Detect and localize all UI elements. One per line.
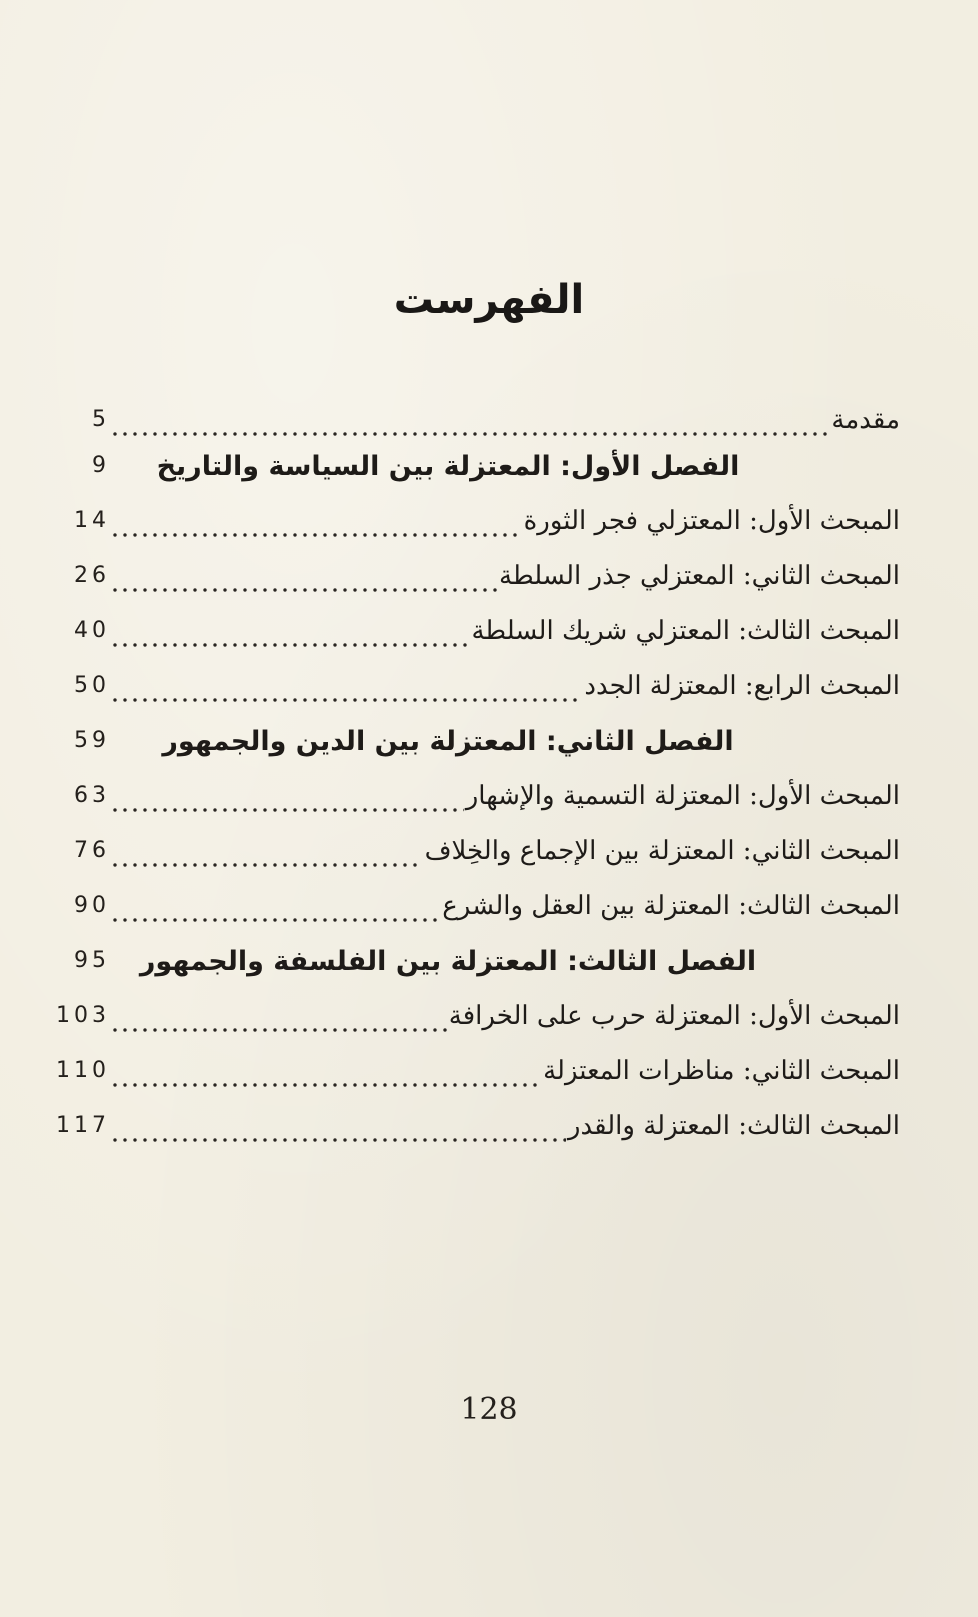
toc-entry-label: المبحث الأول: المعتزلة التسمية والإشهار — [465, 781, 900, 811]
toc-page-number: 40 — [74, 618, 110, 643]
toc-entry-label: المبحث الثالث: المعتزلة والقدر — [567, 1111, 900, 1141]
toc-entry-label: المبحث الأول: المعتزلة حرب على الخرافة — [448, 1001, 900, 1031]
page-number: 128 — [460, 1392, 518, 1427]
toc-page-number: 117 — [56, 1113, 110, 1138]
toc-entry — [0, 823, 978, 879]
toc-page-number: 90 — [74, 893, 110, 918]
toc-entry — [0, 603, 978, 659]
toc-entry-label: المبحث الأول: المعتزلي فجر الثورة — [523, 506, 900, 536]
toc-page-number: 26 — [74, 563, 110, 588]
page-title: الفهرست — [393, 277, 585, 323]
toc-entry — [0, 878, 978, 934]
dot-leader — [110, 658, 582, 714]
toc-entry-label: المبحث الرابع: المعتزلة الجدد — [584, 671, 900, 701]
toc-page-number: 5 — [92, 407, 110, 432]
toc-entry-label: المبحث الثاني: مناظرات المعتزلة — [543, 1056, 900, 1086]
dot-leader — [110, 1043, 541, 1099]
table-of-contents — [0, 392, 978, 1192]
dot-leader — [110, 1098, 566, 1154]
toc-entry — [0, 493, 978, 549]
toc-page-number: 50 — [74, 673, 110, 698]
toc-entry — [0, 1043, 978, 1099]
toc-entry — [0, 1098, 978, 1154]
toc-page-number: 76 — [74, 838, 110, 863]
toc-entry — [0, 548, 978, 604]
dot-leader — [110, 878, 440, 934]
toc-page-number: 95 — [74, 948, 110, 973]
toc-entry-label: مقدمة — [831, 405, 900, 435]
toc-chapter-2 — [0, 713, 978, 769]
dot-leader — [110, 493, 522, 549]
toc-entry-label: المبحث الثاني: المعتزلة بين الإجماع والخِلاف — [424, 836, 900, 866]
dot-leader — [110, 823, 423, 879]
toc-page-number: 9 — [92, 453, 110, 478]
chapter-heading: الفصل الثالث: المعتزلة بين الفلسفة والجمهور — [139, 945, 757, 977]
dot-leader — [110, 548, 497, 604]
toc-page-number: 103 — [56, 1003, 110, 1028]
dot-leader — [110, 988, 447, 1044]
toc-entry-label: المبحث الثاني: المعتزلي جذر السلطة — [499, 561, 900, 591]
toc-entry-label: المبحث الثالث: المعتزلة بين العقل والشرع — [442, 891, 900, 921]
toc-page-number: 14 — [74, 508, 110, 533]
toc-entry-label: المبحث الثالث: المعتزلي شريك السلطة — [471, 616, 900, 646]
toc-entry — [0, 988, 978, 1044]
toc-page-number: 63 — [74, 783, 110, 808]
toc-page-number: 110 — [56, 1058, 110, 1083]
dot-leader — [110, 603, 469, 659]
toc-entry — [0, 658, 978, 714]
toc-page-number: 59 — [74, 728, 110, 753]
chapter-heading: الفصل الأول: المعتزلة بين السياسة والتاريخ — [156, 450, 740, 482]
dot-leader — [110, 768, 464, 824]
chapter-heading: الفصل الثاني: المعتزلة بين الدين والجمهور — [162, 725, 734, 757]
toc-chapter-3 — [0, 933, 978, 989]
toc-chapter-1 — [0, 438, 978, 494]
toc-entry — [0, 768, 978, 824]
